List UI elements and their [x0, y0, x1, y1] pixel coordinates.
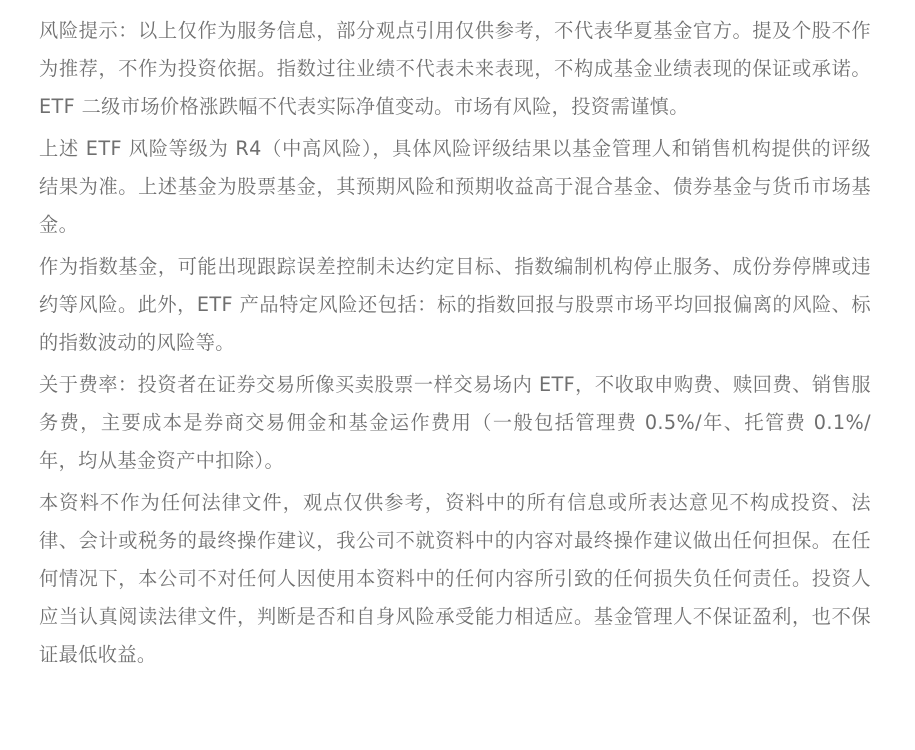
risk-warning-paragraph: 风险提示：以上仅作为服务信息，部分观点引用仅供参考，不代表华夏基金官方。提及个股不作为推荐，不作为投资依据。指数过往业绩不代表未来表现，不构成基金业绩表现的保证或承诺。ETF 二级市场价格涨跌幅不代表实际净值变动。市场有风险，投资需谨慎。	[39, 19, 871, 118]
disclaimer-document	[39, 12, 871, 678]
index-fund-risk-paragraph: 作为指数基金，可能出现跟踪误差控制未达约定目标、指数编制机构停止服务、成份券停牌或违约等风险。此外，ETF 产品特定风险还包括：标的指数回报与股票市场平均回报偏离的风险、标的指数波动的风险等。	[39, 255, 871, 354]
fee-paragraph: 关于费率：投资者在证券交易所像买卖股票一样交易场内 ETF，不收取申购费、赎回费、销售服务费，主要成本是券商交易佣金和基金运作费用（一般包括管理费 0.5%/年、托管费 0.1%/年，均从基金资产中扣除）。	[39, 373, 871, 472]
legal-disclaimer-paragraph: 本资料不作为任何法律文件，观点仅供参考，资料中的所有信息或所表达意见不构成投资、法律、会计或税务的最终操作建议，我公司不就资料中的内容对最终操作建议做出任何担保。在任何情况下，本公司不对任何人因使用本资料中的任何内容所引致的任何损失负任何责任。投资人应当认真阅读法律文件，判断是否和自身风险承受能力相适应。基金管理人不保证盈利，也不保证最低收益。	[39, 491, 871, 666]
risk-level-paragraph: 上述 ETF 风险等级为 R4（中高风险），具体风险评级结果以基金管理人和销售机构提供的评级结果为准。上述基金为股票基金，其预期风险和预期收益高于混合基金、债券基金与货币市场基金。	[39, 137, 871, 236]
